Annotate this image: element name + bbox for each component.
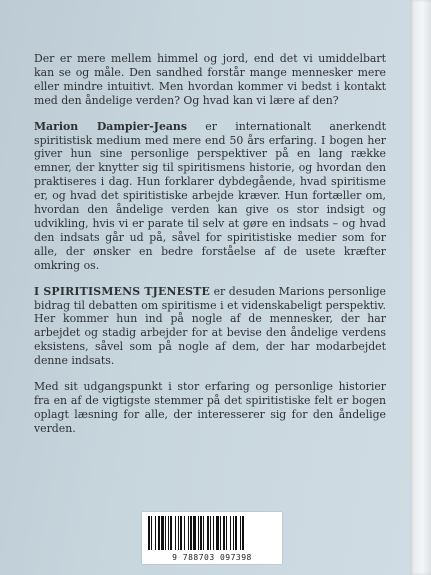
barcode-bar [190, 516, 192, 550]
barcode-bar [188, 516, 189, 550]
barcode-bar [226, 516, 227, 550]
barcode-bar [216, 516, 219, 550]
barcode-bar [220, 516, 221, 550]
barcode-bar [240, 516, 241, 550]
barcode-bar [161, 516, 164, 550]
barcode-bar [233, 516, 234, 550]
barcode-bar [242, 516, 244, 550]
blurb-paragraph-book [34, 285, 386, 368]
blurb-paragraph-author [34, 120, 386, 273]
barcode-number: 9 788703 097398 [172, 553, 252, 562]
barcode-bar [203, 516, 204, 550]
barcode-bar [193, 516, 196, 550]
barcode-bar [207, 516, 209, 550]
barcode-bar [155, 516, 156, 550]
blurb-paragraph-closing: Med sit udgangspunkt i stor erfaring og personlige historier fra en af de vigtigste stemmer på det spiritistiske felt er bogen oplagt læsning for alle, der interesserer sig for den åndelige verden. [34, 380, 386, 435]
barcode-bar [198, 516, 199, 550]
barcode-bar [175, 516, 176, 550]
barcode-bar [158, 516, 160, 550]
author-description: er internationalt anerkendt spiritistisk medium med mere end 50 års erfaring. I bogen her giver hun sine personlige perspektiver på en lang række emner, der knytter sig til spiritismens historie, og hvordan den praktiseres i dag. Hun forklarer dybdegående, hvad spiritisme er, og hvad det spiritistiske arbejde kræver. Hun fortæller om, hvordan den åndelige verden kan give os stor indsigt og udvikling, hvis vi er parate til selv at gøre en indsats – og hvad den indsats går ud på, såvel for spiritistiske medier som for alle, der ønsker en bedre forståelse af de usete kræfter omkring os. [34, 119, 386, 272]
barcode-bar [213, 516, 214, 550]
barcode-bars [148, 516, 276, 550]
barcode-bar [230, 516, 231, 550]
barcode-bar [170, 516, 172, 550]
book-title: I SPIRITISMENS TJENESTE [34, 284, 211, 298]
isbn-barcode [142, 512, 282, 564]
barcode-bar [235, 516, 237, 550]
barcode-bar [223, 516, 225, 550]
barcode-bar [148, 516, 150, 550]
barcode-bar [180, 516, 182, 550]
barcode-bar [151, 516, 152, 550]
book-description: er desuden Marions personlige bidrag til debatten om spiritisme i et videnskabeligt perspektiv. Her kommer hun ind på nogle af de mennesker, der har arbejdet og stadig arbejder for at bevise den åndelige verdens eksistens, såvel som på nogle af dem, der har modarbejdet denne indsats. [34, 284, 386, 368]
barcode-bar [210, 516, 211, 550]
blurb-paragraph-intro: Der er mere mellem himmel og jord, end det vi umiddelbart kan se og måle. Den sandhed forstår mange mennesker mere eller mindre intuitivt. Men hvordan kommer vi bedst i kontakt med den åndelige verden? Og hvad kan vi lære af den? [34, 52, 386, 107]
barcode-bar [184, 516, 185, 550]
barcode-bar [168, 516, 169, 550]
blurb-text [34, 52, 386, 448]
author-name: Marion Dampier-Jeans [34, 119, 187, 133]
barcode-bar [178, 516, 179, 550]
page-edge [410, 0, 431, 575]
barcode-bar [165, 516, 166, 550]
barcode-bar [200, 516, 202, 550]
